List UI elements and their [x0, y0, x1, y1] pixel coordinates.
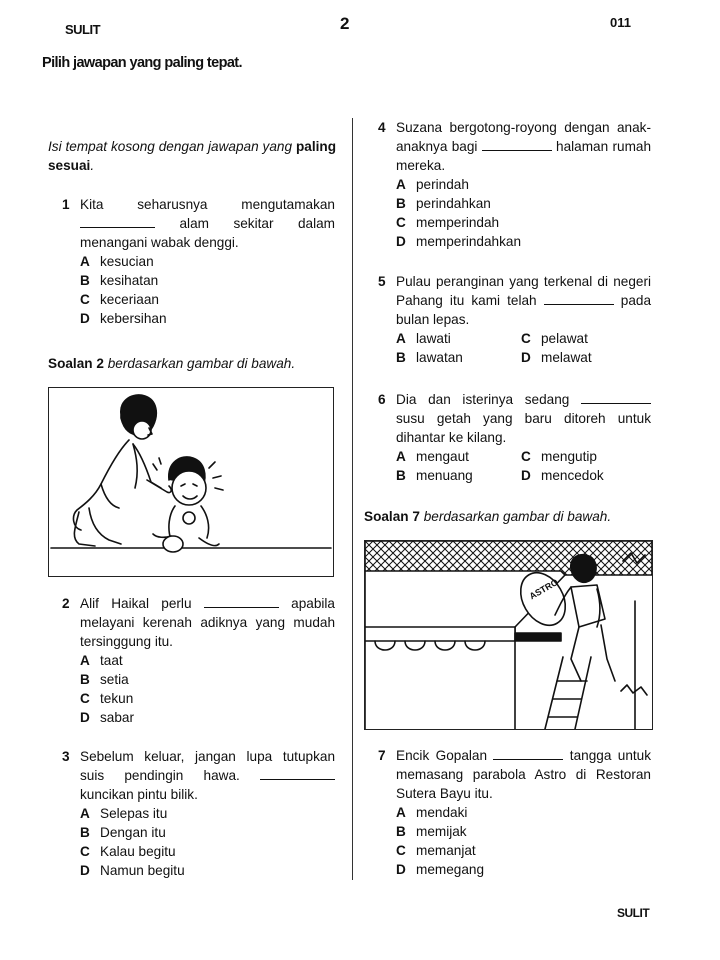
question-5	[378, 272, 652, 367]
answer-blank[interactable]	[204, 596, 279, 608]
question-stem	[396, 118, 651, 175]
option-d[interactable]: D memegang	[396, 862, 485, 877]
caption-question-7	[364, 509, 611, 524]
question-stem	[80, 195, 335, 252]
options-list	[80, 804, 335, 880]
question-number: 7	[378, 748, 386, 763]
option-a[interactable]: A Selepas itu	[80, 806, 168, 821]
option-c[interactable]: C memperindah	[396, 215, 500, 230]
column-divider	[352, 118, 353, 880]
picture-question-2	[48, 387, 334, 577]
answer-blank[interactable]	[260, 768, 335, 780]
option-c[interactable]: C mengutip	[521, 449, 597, 464]
instruction-text: Pilih jawapan yang paling tepat.	[42, 55, 242, 71]
question-4	[378, 118, 652, 251]
caption-bold: Soalan 7	[364, 509, 420, 524]
stem-part-b: susu getah yang baru ditoreh untuk dihantar ke kilang.	[396, 411, 651, 445]
options-list	[80, 651, 335, 727]
mother-comforting-child-illustration	[49, 388, 333, 576]
option-a[interactable]: A mengaut	[396, 449, 469, 464]
stem-part-b: alam sekitar dalam menangani wabak denggi.	[80, 216, 335, 250]
option-b[interactable]: B Dengan itu	[80, 825, 166, 840]
option-a[interactable]: A taat	[80, 653, 123, 668]
option-c[interactable]: C tekun	[80, 691, 134, 706]
stem-part-b: apabila melayani kerenah adiknya yang mudah tersinggung itu.	[80, 596, 335, 649]
question-number: 6	[378, 392, 386, 407]
option-b[interactable]: B perindahkan	[396, 196, 491, 211]
header-sulit-label: SULIT	[65, 22, 101, 37]
option-a[interactable]: A mendaki	[396, 805, 468, 820]
options-list	[396, 175, 651, 251]
intro-end: .	[90, 158, 95, 173]
question-stem	[80, 747, 335, 804]
question-stem	[396, 272, 651, 329]
stem-part-a: Pulau peranginan yang terkenal di negeri Pahang itu kami telah	[396, 274, 651, 308]
question-number: 2	[62, 596, 70, 611]
stem-part-a: Encik Gopalan	[396, 748, 488, 763]
option-d[interactable]: D melawat	[521, 350, 592, 365]
page-number: 2	[340, 14, 350, 33]
option-d[interactable]: D kebersihan	[80, 311, 167, 326]
stem-part-a: Dia dan isterinya sedang	[396, 392, 570, 407]
question-number: 5	[378, 274, 386, 289]
stem-part-b: pada bulan lepas.	[396, 293, 652, 327]
option-c[interactable]: C Kalau begitu	[80, 844, 176, 859]
question-stem	[396, 746, 651, 803]
answer-blank[interactable]	[493, 748, 563, 760]
question-number: 4	[378, 120, 386, 135]
stem-part-b: halaman rumah mereka.	[396, 139, 652, 173]
question-2	[62, 594, 335, 727]
question-stem	[80, 594, 335, 651]
option-a[interactable]: A lawati	[396, 331, 451, 346]
intro-bold: paling sesuai	[48, 139, 336, 173]
question-7	[378, 746, 652, 879]
stem-part-a: Alif Haikal perlu	[80, 596, 192, 611]
option-b[interactable]: B setia	[80, 672, 129, 687]
stem-part-a: Sebelum keluar, jangan lupa tutupkan suis pendingin hawa.	[80, 749, 335, 783]
answer-blank[interactable]	[544, 293, 614, 305]
stem-part-b: kuncikan pintu bilik.	[80, 787, 198, 802]
options-grid	[396, 447, 651, 485]
option-c[interactable]: C keceriaan	[80, 292, 159, 307]
option-d[interactable]: D memperindahkan	[396, 234, 522, 249]
option-d[interactable]: D sabar	[80, 710, 135, 725]
options-grid	[396, 329, 651, 367]
stem-part-a: Suzana bergotong-royong dengan anak-anaknya bagi	[396, 120, 651, 154]
option-c[interactable]: C pelawat	[521, 331, 588, 346]
picture-question-7	[364, 540, 653, 730]
option-c[interactable]: C memanjat	[396, 843, 476, 858]
caption-question-2	[48, 356, 295, 371]
stem-part-b: tangga untuk memasang parabola Astro di Restoran Sutera Bayu itu.	[396, 748, 652, 801]
astro-dish-label: ASTRO	[527, 576, 560, 602]
caption-bold: Soalan 2	[48, 356, 104, 371]
question-number: 1	[62, 197, 70, 212]
question-stem	[396, 390, 651, 447]
paper-code: 011	[610, 15, 631, 30]
caption-italic: berdasarkan gambar di bawah.	[107, 356, 296, 371]
caption-italic: berdasarkan gambar di bawah.	[423, 509, 612, 524]
options-list	[80, 252, 335, 328]
section-intro	[48, 137, 336, 175]
answer-blank[interactable]	[482, 139, 552, 151]
answer-blank[interactable]	[581, 392, 651, 404]
option-b[interactable]: B menuang	[396, 468, 473, 483]
option-a[interactable]: A perindah	[396, 177, 469, 192]
option-b[interactable]: B kesihatan	[80, 273, 159, 288]
option-b[interactable]: B memijak	[396, 824, 467, 839]
option-b[interactable]: B lawatan	[396, 350, 463, 365]
question-6	[378, 390, 651, 485]
question-1	[62, 195, 335, 328]
man-installing-astro-dish-illustration	[365, 541, 652, 729]
stem-part-a: Kita seharusnya mengutamakan	[80, 197, 335, 212]
question-number: 3	[62, 749, 70, 764]
footer-sulit-label: SULIT	[617, 906, 650, 920]
answer-blank[interactable]	[80, 216, 155, 228]
option-d[interactable]: D Namun begitu	[80, 863, 185, 878]
intro-line: Isi tempat kosong dengan jawapan yang	[48, 139, 293, 154]
option-d[interactable]: D mencedok	[521, 468, 604, 483]
options-list	[396, 803, 651, 879]
question-3	[62, 747, 335, 880]
option-a[interactable]: A kesucian	[80, 254, 154, 269]
